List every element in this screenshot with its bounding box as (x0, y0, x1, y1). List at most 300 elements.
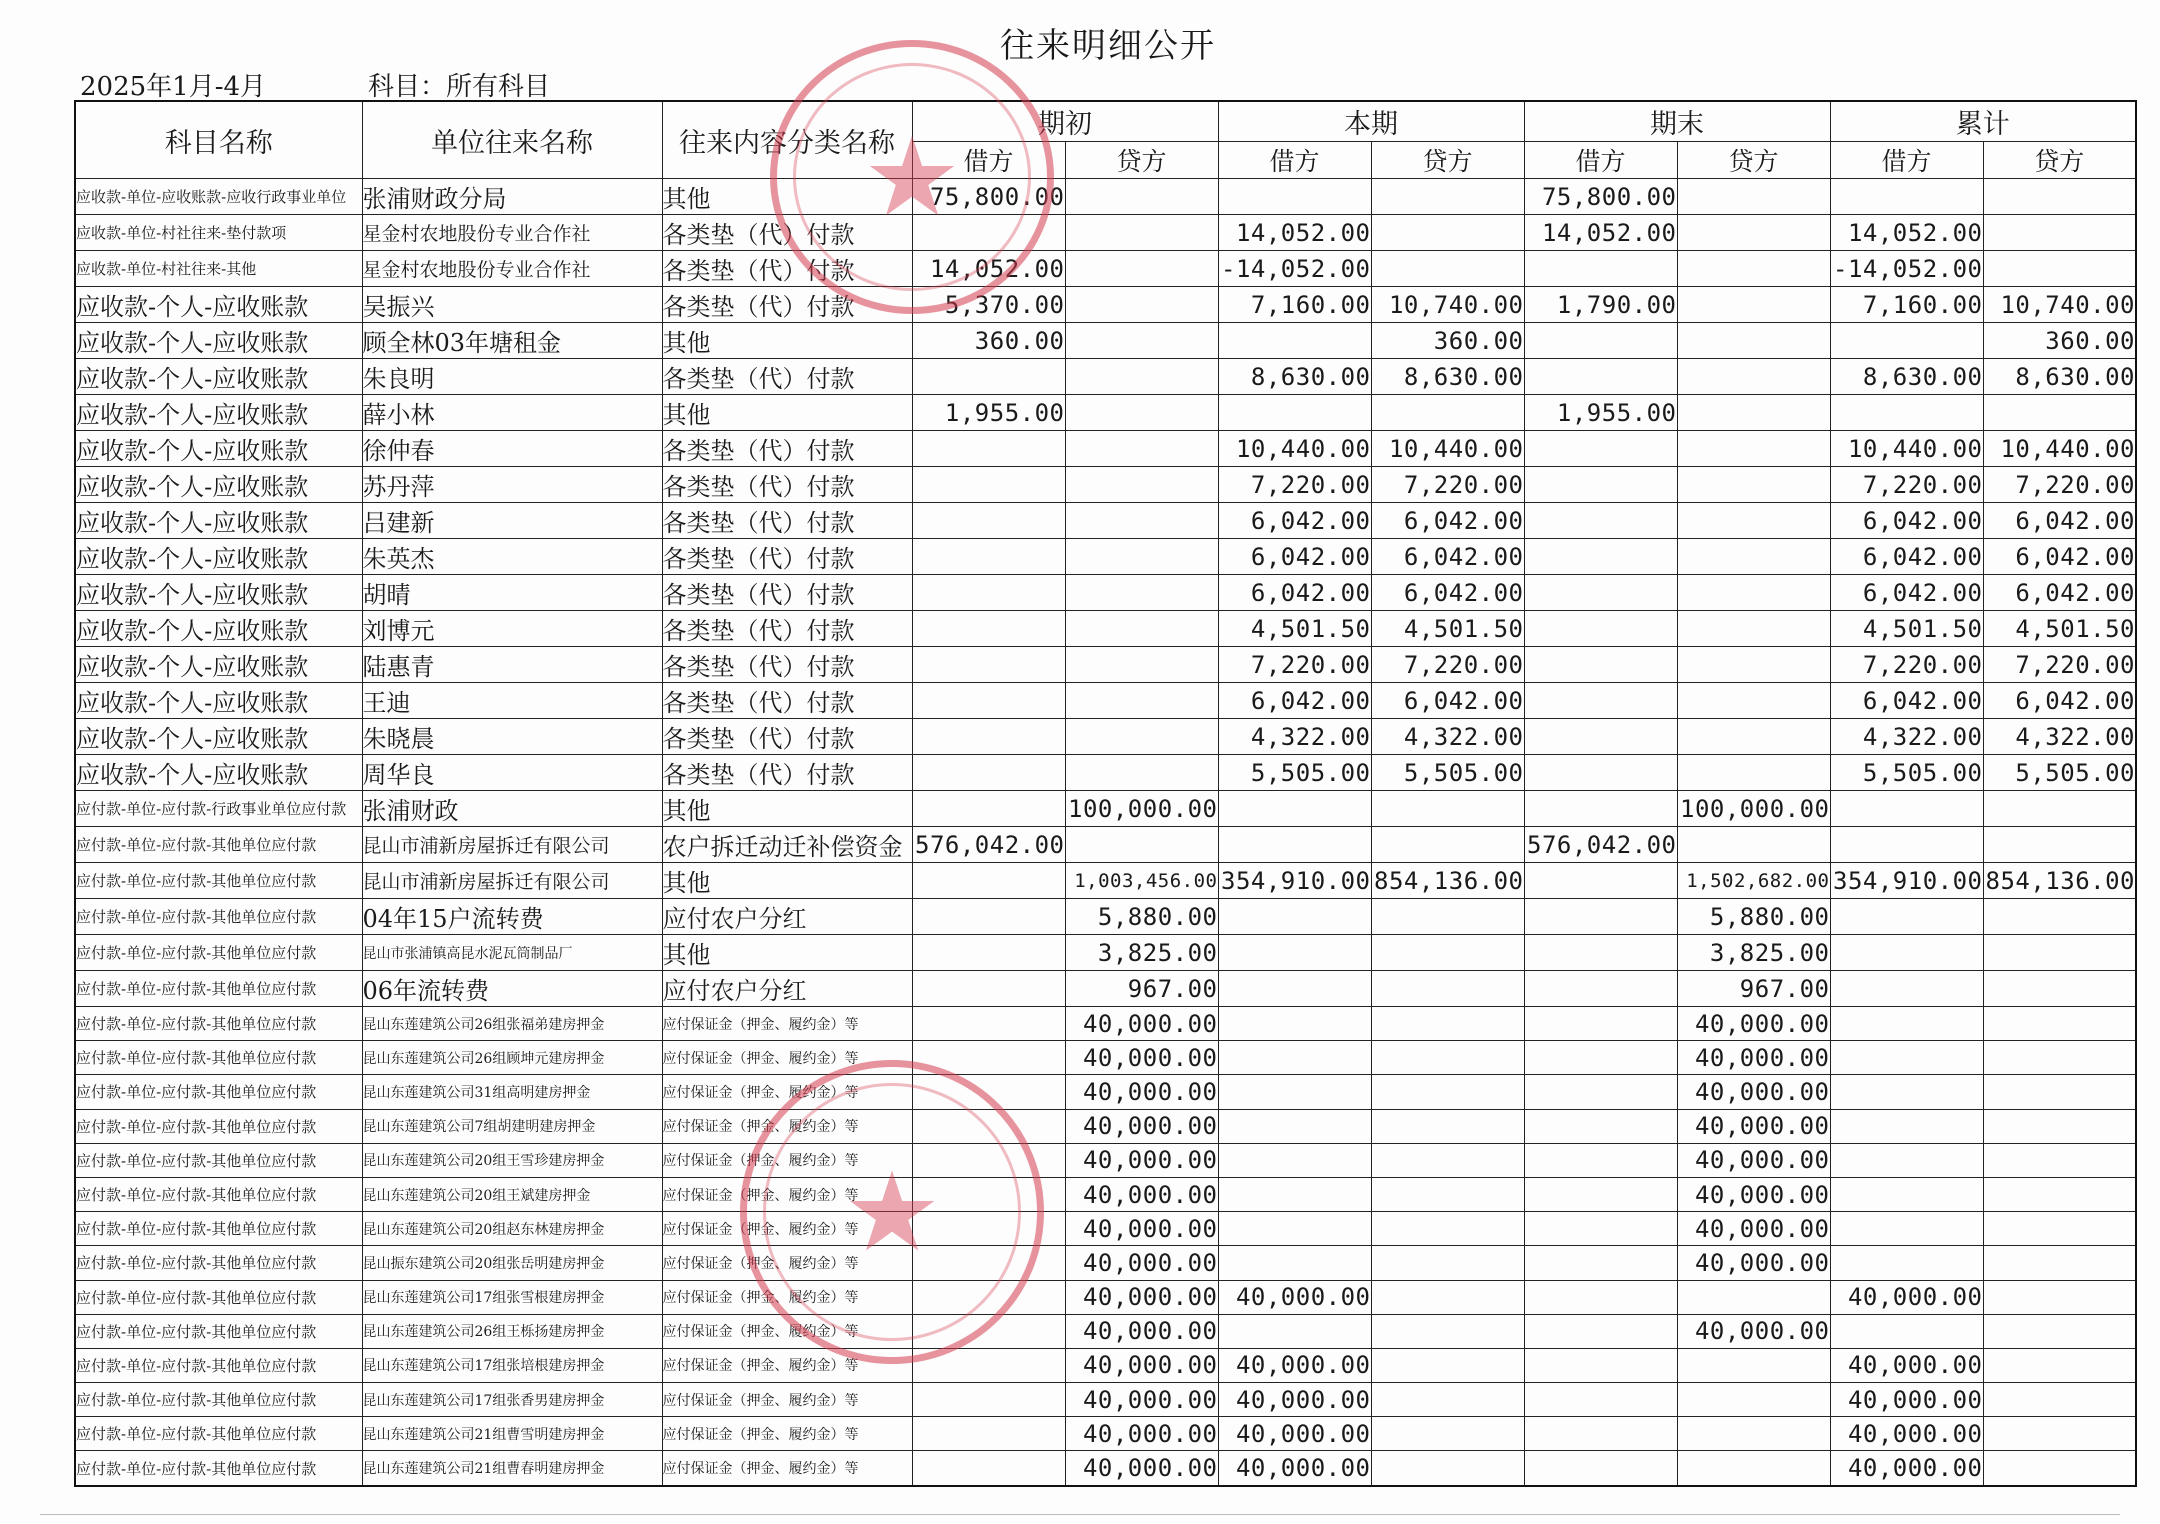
header-group-opening: 期初 (912, 101, 1218, 142)
cell-amount (1677, 467, 1830, 503)
cell-category: 应付保证金（押金、履约金）等 (662, 1246, 912, 1280)
cell-amount (912, 1348, 1065, 1382)
cell-amount: 40,000.00 (1218, 1348, 1371, 1382)
cell-amount (912, 431, 1065, 467)
cell-category: 各类垫（代）付款 (662, 611, 912, 647)
table-row (75, 503, 2136, 539)
cell-unit: 昆山东莲建筑公司17组张香男建房押金 (362, 1383, 662, 1417)
header-debit: 借方 (1830, 142, 1983, 179)
cell-amount: 40,000.00 (1677, 1041, 1830, 1075)
cell-amount: 6,042.00 (1218, 539, 1371, 575)
cell-category: 应付保证金（押金、履约金）等 (662, 1075, 912, 1109)
cell-amount: 6,042.00 (1830, 575, 1983, 611)
cell-amount (1524, 899, 1677, 935)
cell-subject: 应付款-单位-应付款-行政事业单位应付款 (75, 791, 362, 827)
cell-amount: 40,000.00 (1677, 1109, 1830, 1143)
cell-subject: 应收款-个人-应收账款 (75, 395, 362, 431)
cell-unit: 周华良 (362, 755, 662, 791)
table-row (75, 1348, 2136, 1382)
cell-amount (912, 719, 1065, 755)
cell-subject: 应付款-单位-应付款-其他单位应付款 (75, 1041, 362, 1075)
cell-amount (1524, 611, 1677, 647)
cell-amount (912, 755, 1065, 791)
cell-amount (1983, 1007, 2136, 1041)
cell-unit: 吴振兴 (362, 287, 662, 323)
cell-amount (1830, 1246, 1983, 1280)
cell-unit: 昆山东莲建筑公司21组曹雪明建房押金 (362, 1417, 662, 1451)
cell-amount (1524, 323, 1677, 359)
cell-amount: 40,000.00 (1065, 1417, 1218, 1451)
cell-subject: 应收款-个人-应收账款 (75, 575, 362, 611)
cell-subject: 应收款-个人-应收账款 (75, 287, 362, 323)
cell-amount (1983, 1383, 2136, 1417)
cell-unit: 昆山市张浦镇高昆水泥瓦筒制品厂 (362, 935, 662, 971)
cell-amount (912, 1143, 1065, 1177)
table-row (75, 863, 2136, 899)
header-credit: 贷方 (1983, 142, 2136, 179)
cell-amount (1983, 1417, 2136, 1451)
cell-amount: 360.00 (1371, 323, 1524, 359)
table-row (75, 251, 2136, 287)
cell-amount: 5,505.00 (1371, 755, 1524, 791)
cell-amount (1983, 1109, 2136, 1143)
table-row (75, 719, 2136, 755)
cell-amount: 40,000.00 (1065, 1348, 1218, 1382)
cell-amount (1983, 215, 2136, 251)
cell-amount: 5,370.00 (912, 287, 1065, 323)
cell-category: 其他 (662, 935, 912, 971)
table-row (75, 1007, 2136, 1041)
cell-amount (1677, 755, 1830, 791)
cell-amount: 10,740.00 (1371, 287, 1524, 323)
cell-amount (1983, 827, 2136, 863)
cell-amount: 40,000.00 (1830, 1417, 1983, 1451)
cell-amount: 967.00 (1065, 971, 1218, 1007)
cell-amount (1371, 971, 1524, 1007)
table-row (75, 683, 2136, 719)
cell-unit: 张浦财政分局 (362, 179, 662, 215)
cell-category: 各类垫（代）付款 (662, 431, 912, 467)
cell-amount (1371, 827, 1524, 863)
cell-amount (1983, 791, 2136, 827)
cell-unit: 徐仲春 (362, 431, 662, 467)
cell-category: 各类垫（代）付款 (662, 539, 912, 575)
header-group-closing: 期末 (1524, 101, 1830, 142)
cell-category: 各类垫（代）付款 (662, 755, 912, 791)
cell-amount: 40,000.00 (1218, 1451, 1371, 1486)
cell-unit: 星金村农地股份专业合作社 (362, 251, 662, 287)
cell-subject: 应付款-单位-应付款-其他单位应付款 (75, 1109, 362, 1143)
cell-category: 应付保证金（押金、履约金）等 (662, 1143, 912, 1177)
cell-amount (1371, 251, 1524, 287)
cell-amount (912, 1075, 1065, 1109)
cell-amount (1830, 1041, 1983, 1075)
cell-amount (912, 863, 1065, 899)
cell-amount (1983, 971, 2136, 1007)
cell-amount: 6,042.00 (1983, 539, 2136, 575)
cell-amount (1065, 431, 1218, 467)
cell-amount (1218, 323, 1371, 359)
cell-amount: 7,220.00 (1371, 647, 1524, 683)
table-row (75, 791, 2136, 827)
subject-filter-label: 科目：所有科目 (368, 72, 551, 102)
cell-amount: 1,955.00 (912, 395, 1065, 431)
cell-amount: 354,910.00 (1218, 863, 1371, 899)
cell-amount (912, 1109, 1065, 1143)
cell-amount (1677, 323, 1830, 359)
cell-subject: 应付款-单位-应付款-其他单位应付款 (75, 863, 362, 899)
cell-amount (1371, 791, 1524, 827)
cell-amount: 10,440.00 (1830, 431, 1983, 467)
table-row (75, 1109, 2136, 1143)
cell-subject: 应收款-个人-应收账款 (75, 647, 362, 683)
cell-amount (1524, 359, 1677, 395)
cell-category: 应付农户分红 (662, 971, 912, 1007)
cell-amount (1524, 539, 1677, 575)
cell-category: 各类垫（代）付款 (662, 719, 912, 755)
cell-amount: 8,630.00 (1830, 359, 1983, 395)
cell-amount (1371, 899, 1524, 935)
cell-amount: 4,322.00 (1371, 719, 1524, 755)
cell-amount: 7,220.00 (1830, 467, 1983, 503)
cell-subject: 应收款-个人-应收账款 (75, 431, 362, 467)
cell-amount: 6,042.00 (1371, 539, 1524, 575)
cell-amount: 6,042.00 (1218, 503, 1371, 539)
cell-amount (1677, 575, 1830, 611)
cell-amount (1065, 539, 1218, 575)
cell-amount (1065, 647, 1218, 683)
cell-amount (1371, 1280, 1524, 1314)
cell-amount (1677, 395, 1830, 431)
cell-unit: 吕建新 (362, 503, 662, 539)
cell-amount (1524, 1383, 1677, 1417)
cell-amount (1830, 1007, 1983, 1041)
cell-subject: 应收款-单位-村社往来-其他 (75, 251, 362, 287)
table-row (75, 575, 2136, 611)
cell-amount: 7,220.00 (1218, 467, 1371, 503)
cell-amount (912, 1246, 1065, 1280)
cell-amount (1218, 179, 1371, 215)
cell-amount: 7,220.00 (1218, 647, 1371, 683)
cell-amount: 4,322.00 (1983, 719, 2136, 755)
cell-unit: 昆山东莲建筑公司20组赵东林建房押金 (362, 1212, 662, 1246)
cell-amount (1371, 935, 1524, 971)
cell-amount: 7,220.00 (1983, 647, 2136, 683)
cell-amount: 6,042.00 (1371, 575, 1524, 611)
cell-amount (1218, 899, 1371, 935)
cell-amount (1218, 971, 1371, 1007)
cell-amount: 1,790.00 (1524, 287, 1677, 323)
cell-amount (912, 539, 1065, 575)
cell-amount: 4,322.00 (1218, 719, 1371, 755)
cell-category: 各类垫（代）付款 (662, 287, 912, 323)
cell-unit: 昆山市浦新房屋拆迁有限公司 (362, 863, 662, 899)
cell-amount: 40,000.00 (1065, 1383, 1218, 1417)
cell-amount (1524, 719, 1677, 755)
cell-amount (1524, 1041, 1677, 1075)
cell-amount (1830, 899, 1983, 935)
cell-unit: 昆山东莲建筑公司26组顾坤元建房押金 (362, 1041, 662, 1075)
cell-amount: 5,505.00 (1983, 755, 2136, 791)
cell-category: 各类垫（代）付款 (662, 215, 912, 251)
cell-amount: 40,000.00 (1065, 1075, 1218, 1109)
cell-subject: 应付款-单位-应付款-其他单位应付款 (75, 1348, 362, 1382)
cell-amount (1677, 683, 1830, 719)
cell-amount (1065, 323, 1218, 359)
cell-category: 各类垫（代）付款 (662, 647, 912, 683)
cell-amount (912, 503, 1065, 539)
cell-subject: 应付款-单位-应付款-其他单位应付款 (75, 1314, 362, 1348)
cell-amount (1524, 1451, 1677, 1486)
table-row (75, 1177, 2136, 1211)
header-debit: 借方 (912, 142, 1065, 179)
header-category: 往来内容分类名称 (662, 101, 912, 179)
cell-unit: 朱晓晨 (362, 719, 662, 755)
table-row (75, 1143, 2136, 1177)
table-row (75, 1075, 2136, 1109)
cell-unit: 薛小林 (362, 395, 662, 431)
cell-amount (1524, 1246, 1677, 1280)
cell-amount (912, 791, 1065, 827)
cell-category: 应付保证金（押金、履约金）等 (662, 1109, 912, 1143)
cell-amount (1371, 1314, 1524, 1348)
cell-amount (1983, 179, 2136, 215)
cell-amount (1983, 1212, 2136, 1246)
cell-amount (1065, 467, 1218, 503)
cell-amount: 40,000.00 (1677, 1075, 1830, 1109)
cell-amount: 1,502,682.00 (1677, 863, 1830, 899)
cell-subject: 应付款-单位-应付款-其他单位应付款 (75, 1246, 362, 1280)
cell-amount (1677, 539, 1830, 575)
cell-category: 各类垫（代）付款 (662, 251, 912, 287)
cell-category: 应付保证金（押金、履约金）等 (662, 1451, 912, 1486)
cell-unit: 王迪 (362, 683, 662, 719)
cell-category: 应付保证金（押金、履约金）等 (662, 1417, 912, 1451)
cell-amount: 576,042.00 (1524, 827, 1677, 863)
cell-unit: 06年流转费 (362, 971, 662, 1007)
cell-amount (1371, 1212, 1524, 1246)
cell-amount: 10,440.00 (1371, 431, 1524, 467)
cell-amount (912, 935, 1065, 971)
cell-amount (1218, 1041, 1371, 1075)
header-credit: 贷方 (1065, 142, 1218, 179)
page-title: 往来明细公开 (1000, 26, 1216, 66)
cell-amount (912, 1314, 1065, 1348)
cell-subject: 应收款-个人-应收账款 (75, 539, 362, 575)
cell-amount (1524, 863, 1677, 899)
cell-amount (1830, 1109, 1983, 1143)
cell-amount: 4,501.50 (1371, 611, 1524, 647)
cell-unit: 昆山东莲建筑公司17组张雪根建房押金 (362, 1280, 662, 1314)
table-row (75, 179, 2136, 215)
cell-amount (1677, 287, 1830, 323)
cell-amount: 40,000.00 (1065, 1314, 1218, 1348)
cell-amount: 6,042.00 (1983, 575, 2136, 611)
cell-amount (912, 971, 1065, 1007)
cell-amount (912, 647, 1065, 683)
cell-amount (1524, 467, 1677, 503)
cell-amount (1983, 251, 2136, 287)
cell-unit: 昆山东莲建筑公司31组高明建房押金 (362, 1075, 662, 1109)
table-row (75, 611, 2136, 647)
cell-unit: 昆山东莲建筑公司20组王雪珍建房押金 (362, 1143, 662, 1177)
cell-amount (1983, 1177, 2136, 1211)
cell-amount (1218, 1075, 1371, 1109)
cell-subject: 应收款-个人-应收账款 (75, 323, 362, 359)
cell-amount (1065, 503, 1218, 539)
cell-unit: 朱良明 (362, 359, 662, 395)
official-seal-bottom: ★ (740, 1060, 1044, 1364)
cell-amount (1371, 395, 1524, 431)
cell-category: 各类垫（代）付款 (662, 683, 912, 719)
cell-amount: 3,825.00 (1677, 935, 1830, 971)
cell-amount (1065, 251, 1218, 287)
cell-amount: 4,501.50 (1830, 611, 1983, 647)
cell-amount (1065, 755, 1218, 791)
cell-subject: 应收款-个人-应收账款 (75, 503, 362, 539)
cell-amount: 40,000.00 (1065, 1177, 1218, 1211)
cell-subject: 应付款-单位-应付款-其他单位应付款 (75, 899, 362, 935)
cell-amount: 10,740.00 (1983, 287, 2136, 323)
cell-amount (1371, 1246, 1524, 1280)
cell-amount (1065, 827, 1218, 863)
cell-amount: 40,000.00 (1065, 1212, 1218, 1246)
cell-amount (1983, 1075, 2136, 1109)
cell-amount (1218, 1212, 1371, 1246)
cell-amount (1677, 1417, 1830, 1451)
cell-category: 应付保证金（押金、履约金）等 (662, 1212, 912, 1246)
cell-unit: 昆山东莲建筑公司20组王斌建房押金 (362, 1177, 662, 1211)
cell-amount: 967.00 (1677, 971, 1830, 1007)
cell-amount: 6,042.00 (1830, 683, 1983, 719)
cell-amount (912, 683, 1065, 719)
cell-category: 应付保证金（押金、履约金）等 (662, 1383, 912, 1417)
cell-amount: 4,501.50 (1218, 611, 1371, 647)
header-subject-name: 科目名称 (75, 101, 362, 179)
table-row (75, 215, 2136, 251)
cell-unit: 苏丹萍 (362, 467, 662, 503)
cell-amount (1524, 1417, 1677, 1451)
table-row (75, 971, 2136, 1007)
cell-subject: 应收款-个人-应收账款 (75, 467, 362, 503)
cell-amount (912, 359, 1065, 395)
ledger-table (74, 100, 2137, 1487)
cell-amount (912, 1451, 1065, 1486)
cell-amount (1218, 395, 1371, 431)
cell-amount: 7,160.00 (1830, 287, 1983, 323)
cell-amount (912, 1007, 1065, 1041)
cell-amount (1371, 1041, 1524, 1075)
table-row (75, 935, 2136, 971)
cell-subject: 应付款-单位-应付款-其他单位应付款 (75, 1451, 362, 1486)
cell-amount: 6,042.00 (1218, 683, 1371, 719)
cell-amount (912, 1383, 1065, 1417)
cell-amount (1983, 1246, 2136, 1280)
cell-category: 各类垫（代）付款 (662, 575, 912, 611)
cell-amount: 354,910.00 (1830, 863, 1983, 899)
cell-amount (1677, 1451, 1830, 1486)
cell-amount: 75,800.00 (912, 179, 1065, 215)
cell-amount: -14,052.00 (1218, 251, 1371, 287)
cell-amount: 5,880.00 (1065, 899, 1218, 935)
cell-amount: 5,880.00 (1677, 899, 1830, 935)
cell-amount: 8,630.00 (1983, 359, 2136, 395)
cell-amount: 40,000.00 (1065, 1451, 1218, 1486)
cell-amount: 3,825.00 (1065, 935, 1218, 971)
cell-unit: 刘博元 (362, 611, 662, 647)
cell-category: 应付保证金（押金、履约金）等 (662, 1314, 912, 1348)
cell-amount: 10,440.00 (1983, 431, 2136, 467)
cell-amount (1983, 1143, 2136, 1177)
cell-unit: 昆山市浦新房屋拆迁有限公司 (362, 827, 662, 863)
cell-amount (1830, 971, 1983, 1007)
cell-category: 应付保证金（押金、履约金）等 (662, 1348, 912, 1382)
cell-amount: 40,000.00 (1065, 1246, 1218, 1280)
cell-category: 其他 (662, 863, 912, 899)
cell-amount (912, 1041, 1065, 1075)
table-row (75, 359, 2136, 395)
cell-category: 其他 (662, 791, 912, 827)
cell-amount (1983, 1348, 2136, 1382)
cell-amount: 8,630.00 (1218, 359, 1371, 395)
cell-subject: 应付款-单位-应付款-其他单位应付款 (75, 1280, 362, 1314)
cell-amount: 100,000.00 (1065, 791, 1218, 827)
cell-amount (1830, 1314, 1983, 1348)
cell-unit: 顾全林03年塘租金 (362, 323, 662, 359)
cell-subject: 应收款-个人-应收账款 (75, 755, 362, 791)
cell-amount (1677, 179, 1830, 215)
header-credit: 贷方 (1371, 142, 1524, 179)
cell-unit: 昆山东莲建筑公司26组王栎扬建房押金 (362, 1314, 662, 1348)
official-seal-top: ★ (770, 40, 1054, 314)
cell-subject: 应收款-个人-应收账款 (75, 683, 362, 719)
cell-subject: 应付款-单位-应付款-其他单位应付款 (75, 1075, 362, 1109)
table-row (75, 1451, 2136, 1486)
cell-amount: -14,052.00 (1830, 251, 1983, 287)
cell-subject: 应付款-单位-应付款-其他单位应付款 (75, 1212, 362, 1246)
header-credit: 贷方 (1677, 142, 1830, 179)
cell-amount (1524, 647, 1677, 683)
cell-amount (1830, 1075, 1983, 1109)
cell-amount (1524, 935, 1677, 971)
cell-amount: 6,042.00 (1830, 539, 1983, 575)
cell-category: 其他 (662, 395, 912, 431)
cell-amount (1830, 1212, 1983, 1246)
cell-amount (1983, 935, 2136, 971)
cell-amount (1524, 755, 1677, 791)
table-row (75, 1246, 2136, 1280)
cell-category: 应付保证金（押金、履约金）等 (662, 1007, 912, 1041)
cell-amount: 8,630.00 (1371, 359, 1524, 395)
cell-amount (1218, 1177, 1371, 1211)
cell-amount: 40,000.00 (1677, 1007, 1830, 1041)
cell-category: 应付保证金（押金、履约金）等 (662, 1177, 912, 1211)
cell-subject: 应收款-个人-应收账款 (75, 359, 362, 395)
cell-amount (1524, 431, 1677, 467)
cell-amount (1371, 1177, 1524, 1211)
cell-subject: 应付款-单位-应付款-其他单位应付款 (75, 971, 362, 1007)
cell-subject: 应付款-单位-应付款-其他单位应付款 (75, 1143, 362, 1177)
cell-amount (1677, 251, 1830, 287)
cell-amount: 4,501.50 (1983, 611, 2136, 647)
cell-amount (1524, 1007, 1677, 1041)
cell-amount: 10,440.00 (1218, 431, 1371, 467)
cell-amount (1830, 395, 1983, 431)
cell-amount (1524, 1143, 1677, 1177)
table-row (75, 1417, 2136, 1451)
cell-amount: 360.00 (912, 323, 1065, 359)
cell-amount (1677, 503, 1830, 539)
